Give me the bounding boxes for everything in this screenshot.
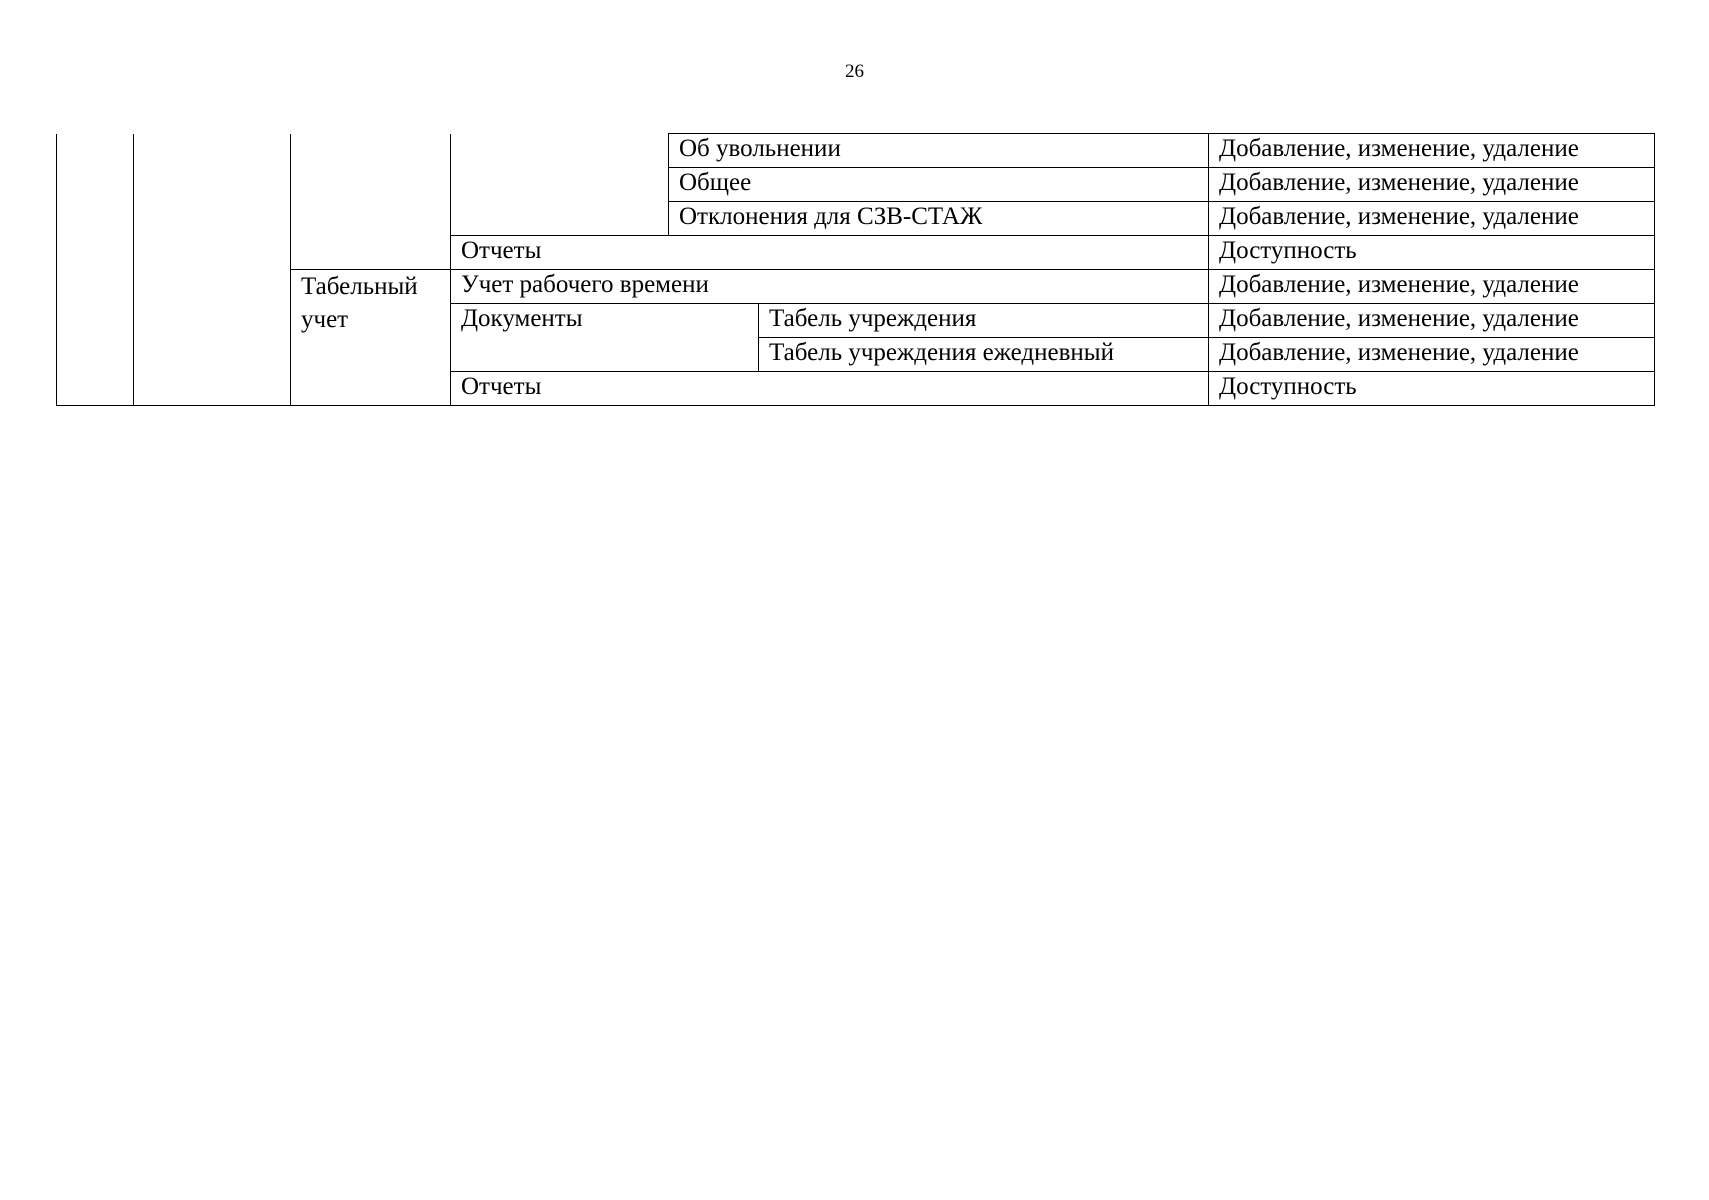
- table-cell-rights: Добавление, изменение, удаление: [1209, 202, 1655, 236]
- table-cell-rights: Добавление, изменение, удаление: [1209, 304, 1655, 338]
- table-cell-group: Учет рабочего времени: [451, 270, 1209, 304]
- table-cell-object: Табель учреждения ежедневный: [759, 338, 1209, 372]
- table-row: [57, 270, 1655, 304]
- table-cell-group: Отчеты: [451, 372, 1209, 406]
- table-cell-rights: Доступность: [1209, 236, 1655, 270]
- table-cell-section: Табельный учет: [291, 270, 451, 406]
- table-cell-object: Об увольнении: [669, 134, 1209, 168]
- table-cell-object: Общее: [669, 168, 1209, 202]
- table-cell-section: [291, 134, 451, 270]
- table-cell-rights: Добавление, изменение, удаление: [1209, 168, 1655, 202]
- table-cell-rights: Добавление, изменение, удаление: [1209, 338, 1655, 372]
- table-cell-group: Документы: [451, 304, 759, 372]
- page-number: 26: [845, 61, 864, 82]
- access-rights-table: [56, 133, 1655, 406]
- table-row: [57, 134, 1655, 168]
- table-cell-number: [57, 134, 134, 406]
- table-cell-object: Отклонения для СЗВ-СТАЖ: [669, 202, 1209, 236]
- table-cell-rights: Добавление, изменение, удаление: [1209, 134, 1655, 168]
- table-cell-object: Табель учреждения: [759, 304, 1209, 338]
- table-cell-module: [134, 134, 291, 406]
- table-cell-rights: Доступность: [1209, 372, 1655, 406]
- table-cell-group: [451, 134, 669, 236]
- table-cell-group: Отчеты: [451, 236, 1209, 270]
- table-cell-rights: Добавление, изменение, удаление: [1209, 270, 1655, 304]
